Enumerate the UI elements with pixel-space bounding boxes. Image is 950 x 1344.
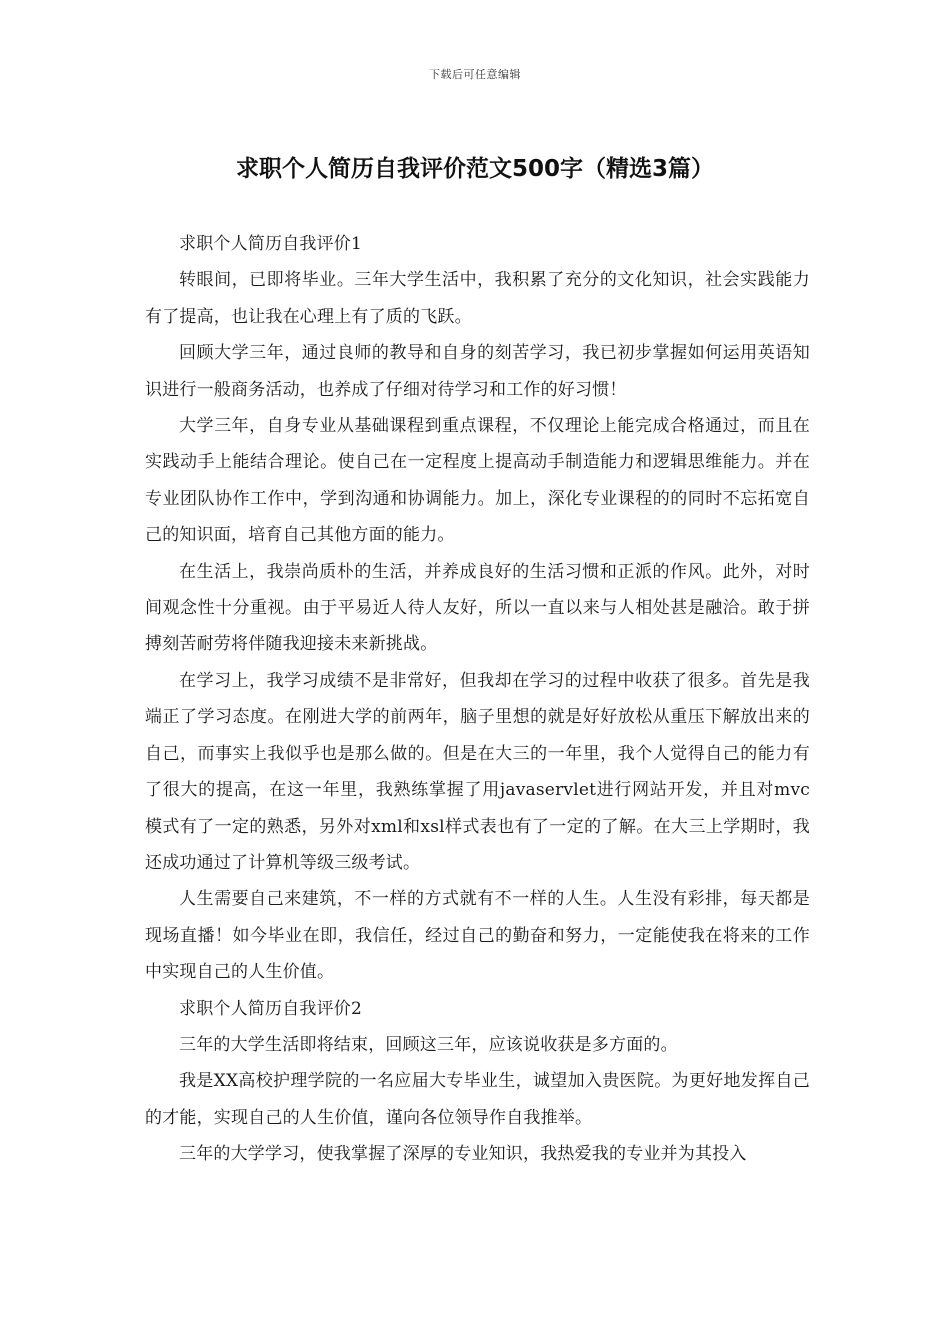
paragraph: 我是XX高校护理学院的一名应届大专毕业生，诚望加入贵医院。为更好地发挥自己的才能，实现自己的人生价值，谨向各位领导作自我推举。: [145, 1071, 810, 1128]
paragraph: 在生活上，我崇尚质朴的生活，并养成良好的生活习惯和正派的作风。此外，对时间观念性十分重视。由于平易近人待人友好，所以一直以来与人相处甚是融洽。敢于拼搏刻苦耐劳将伴随我迎接未来新挑战。: [145, 561, 810, 655]
section-heading-2: 求职个人简历自我评价2: [179, 998, 363, 1019]
paragraph: 三年的大学生活即将结束，回顾这三年，应该说收获是多方面的。: [179, 1034, 678, 1055]
paragraph: 大学三年，自身专业从基础课程到重点课程，不仅理论上能完成合格通过，而且在实践动手上能结合理论。使自己在一定程度上提高动手制造能力和逻辑思维能力。并在专业团队协作工作中，学到沟通和协调能力。加上，深化专业课程的的同时不忘拓宽自己的知识面，培育自己其他方面的能力。: [145, 416, 810, 546]
paragraph: 转眼间，已即将毕业。三年大学生活中，我积累了充分的文化知识，社会实践能力有了提高，也让我在心理上有了质的飞跃。: [145, 270, 810, 327]
document-title: 求职个人简历自我评价范文500字（精选3篇）: [235, 156, 714, 182]
section-heading-1: 求职个人简历自我评价1: [179, 234, 363, 254]
document-body: [145, 226, 810, 1173]
header-note: 下载后可任意编辑: [429, 68, 521, 81]
paragraph: 人生需要自己来建筑，不一样的方式就有不一样的人生。人生没有彩排，每天都是现场直播！如今毕业在即，我信任，经过自己的勤奋和努力，一定能使我在将来的工作中实现自己的人生价值。: [145, 889, 810, 983]
paragraph: 在学习上，我学习成绩不是非常好，但我却在学习的过程中收获了很多。首先是我端正了学习态度。在刚进大学的前两年，脑子里想的就是好好放松从重压下解放出来的自己，而事实上我似乎也是那么做的。但是在大三的一年里，我个人觉得自己的能力有了很大的提高，在这一年里，我熟练掌握了用javaservlet进行网站开发，并且对mvc模式有了一定的熟悉，另外对xml和xsl样式表也有了一定的了解。在大三上学期时，我还成功通过了计算机等级三级考试。: [145, 670, 810, 873]
paragraph: 回顾大学三年，通过良师的教导和自身的刻苦学习，我已初步掌握如何运用英语知识进行一般商务活动，也养成了仔细对待学习和工作的好习惯！: [145, 343, 810, 400]
paragraph: 三年的大学学习，使我掌握了深厚的专业知识，我热爱我的专业并为其投入: [179, 1144, 747, 1165]
